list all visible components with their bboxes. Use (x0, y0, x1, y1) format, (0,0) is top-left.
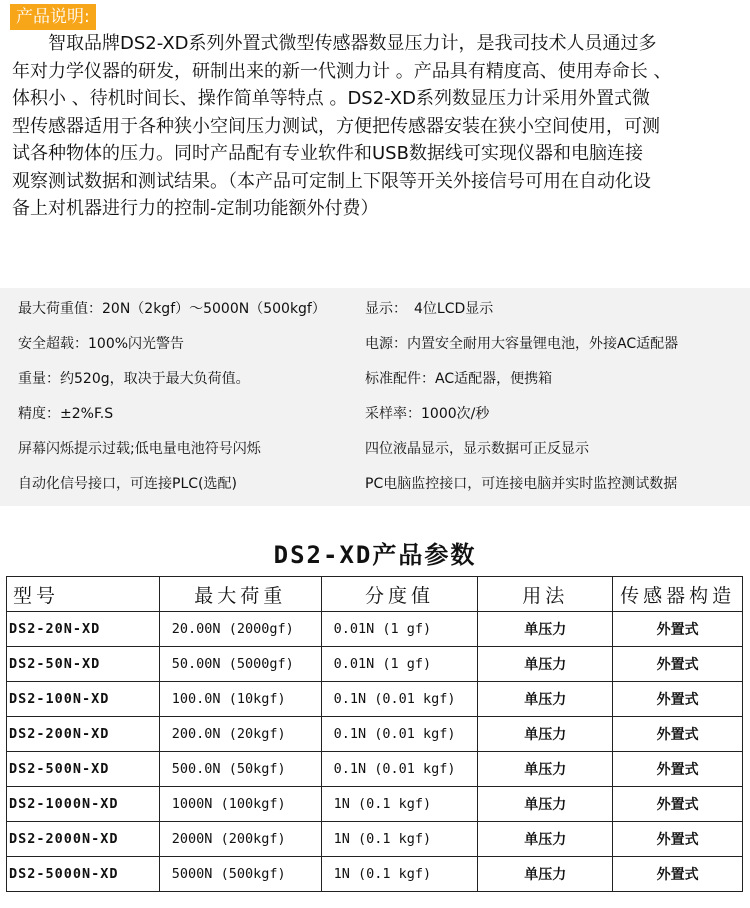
spec-right: 采样率：1000次/秒 (365, 406, 490, 422)
cell-max-load: 50.00N (5000gf) (159, 647, 321, 682)
cell-model: DS2-100N-XD (7, 682, 160, 717)
intro-line: 备上对机器进行力的控制-定制功能额外付费） (12, 198, 379, 219)
spec-left: 安全超载：100%闪光警告 (18, 336, 185, 352)
header-max-load: 最大荷重 (159, 577, 321, 612)
table-row (7, 752, 743, 787)
spec-row (0, 295, 750, 323)
spec-panel (0, 288, 750, 506)
table-row (7, 647, 743, 682)
cell-division: 1N (0.1 kgf) (321, 857, 478, 892)
cell-model: DS2-5000N-XD (7, 857, 160, 892)
cell-max-load: 20.00N (2000gf) (159, 612, 321, 647)
spec-left: 精度：±2%F.S (18, 406, 114, 422)
table-row (7, 717, 743, 752)
table-row (7, 822, 743, 857)
spec-left: 屏幕闪烁提示过载;低电量电池符号闪烁 (18, 441, 261, 457)
cell-division: 1N (0.1 kgf) (321, 822, 478, 857)
cell-model: DS2-1000N-XD (7, 787, 160, 822)
cell-division: 0.01N (1 gf) (321, 647, 478, 682)
intro-line: 观察测试数据和测试结果。（本产品可定制上下限等开关外接信号可用在自动化设 (12, 170, 651, 192)
product-intro (12, 30, 742, 223)
spec-row (0, 400, 750, 428)
intro-line: 年对力学仪器的研发，研制出来的新一代测力计 。产品具有精度高、使用寿命长 、 (12, 60, 672, 82)
intro-line: 试各种物体的压力。同时产品配有专业软件和USB数据线可实现仪器和电脑连接 (12, 143, 643, 164)
cell-model: DS2-20N-XD (7, 612, 160, 647)
params-table (6, 576, 743, 892)
cell-max-load: 200.0N (20kgf) (159, 717, 321, 752)
intro-line: 体积小 、待机时间长、操作简单等特点 。DS2-XD系列数显压力计采用外置式微 (12, 88, 650, 109)
cell-division: 0.01N (1 gf) (321, 612, 478, 647)
intro-line: 智取品牌DS2-XD系列外置式微型传感器数显压力计，是我司技术人员通过多 (12, 33, 657, 54)
cell-sensor: 外置式 (613, 612, 743, 647)
spec-row (0, 330, 750, 358)
spec-left: 自动化信号接口，可连接PLC(选配) (18, 476, 237, 492)
cell-division: 1N (0.1 kgf) (321, 787, 478, 822)
header-model: 型号 (7, 577, 160, 612)
cell-sensor: 外置式 (613, 647, 743, 682)
cell-max-load: 500.0N (50kgf) (159, 752, 321, 787)
table-header-row (7, 577, 743, 612)
cell-sensor: 外置式 (613, 752, 743, 787)
params-title: DS2-XD产品参数 (273, 541, 477, 569)
table-row (7, 857, 743, 892)
cell-sensor: 外置式 (613, 857, 743, 892)
spec-row (0, 470, 750, 498)
cell-sensor: 外置式 (613, 682, 743, 717)
cell-division: 0.1N (0.01 kgf) (321, 682, 478, 717)
table-row (7, 787, 743, 822)
cell-max-load: 1000N (100kgf) (159, 787, 321, 822)
cell-max-load: 5000N (500kgf) (159, 857, 321, 892)
cell-model: DS2-2000N-XD (7, 822, 160, 857)
cell-usage: 单压力 (478, 752, 613, 787)
table-row (7, 682, 743, 717)
cell-division: 0.1N (0.01 kgf) (321, 717, 478, 752)
cell-usage: 单压力 (478, 822, 613, 857)
cell-division: 0.1N (0.01 kgf) (321, 752, 478, 787)
spec-row (0, 365, 750, 393)
header-usage: 用法 (478, 577, 613, 612)
cell-usage: 单压力 (478, 857, 613, 892)
spec-row (0, 435, 750, 463)
spec-right: PC电脑监控接口，可连接电脑并实时监控测试数据 (365, 476, 678, 492)
spec-right: 显示： 4位LCD显示 (365, 301, 494, 317)
cell-max-load: 2000N (200kgf) (159, 822, 321, 857)
cell-sensor: 外置式 (613, 822, 743, 857)
cell-usage: 单压力 (478, 612, 613, 647)
section-tag: 产品说明: (10, 4, 96, 30)
header-division: 分度值 (321, 577, 478, 612)
spec-right: 标准配件：AC适配器，便携箱 (365, 371, 553, 387)
cell-model: DS2-500N-XD (7, 752, 160, 787)
table-row (7, 612, 743, 647)
cell-sensor: 外置式 (613, 787, 743, 822)
cell-model: DS2-200N-XD (7, 717, 160, 752)
cell-usage: 单压力 (478, 682, 613, 717)
cell-model: DS2-50N-XD (7, 647, 160, 682)
cell-usage: 单压力 (478, 717, 613, 752)
spec-left: 重量：约520g，取决于最大负荷值。 (18, 371, 250, 387)
cell-sensor: 外置式 (613, 717, 743, 752)
cell-usage: 单压力 (478, 647, 613, 682)
spec-left: 最大荷重值：20N（2kgf）～5000N（500kgf） (18, 301, 326, 317)
spec-right: 电源：内置安全耐用大容量锂电池，外接AC适配器 (365, 336, 679, 352)
cell-usage: 单压力 (478, 787, 613, 822)
cell-max-load: 100.0N (10kgf) (159, 682, 321, 717)
header-sensor: 传感器构造 (613, 577, 743, 612)
spec-right: 四位液晶显示，显示数据可正反显示 (365, 441, 589, 457)
intro-line: 型传感器适用于各种狭小空间压力测试，方便把传感器安装在狭小空间使用，可测 (12, 115, 660, 137)
